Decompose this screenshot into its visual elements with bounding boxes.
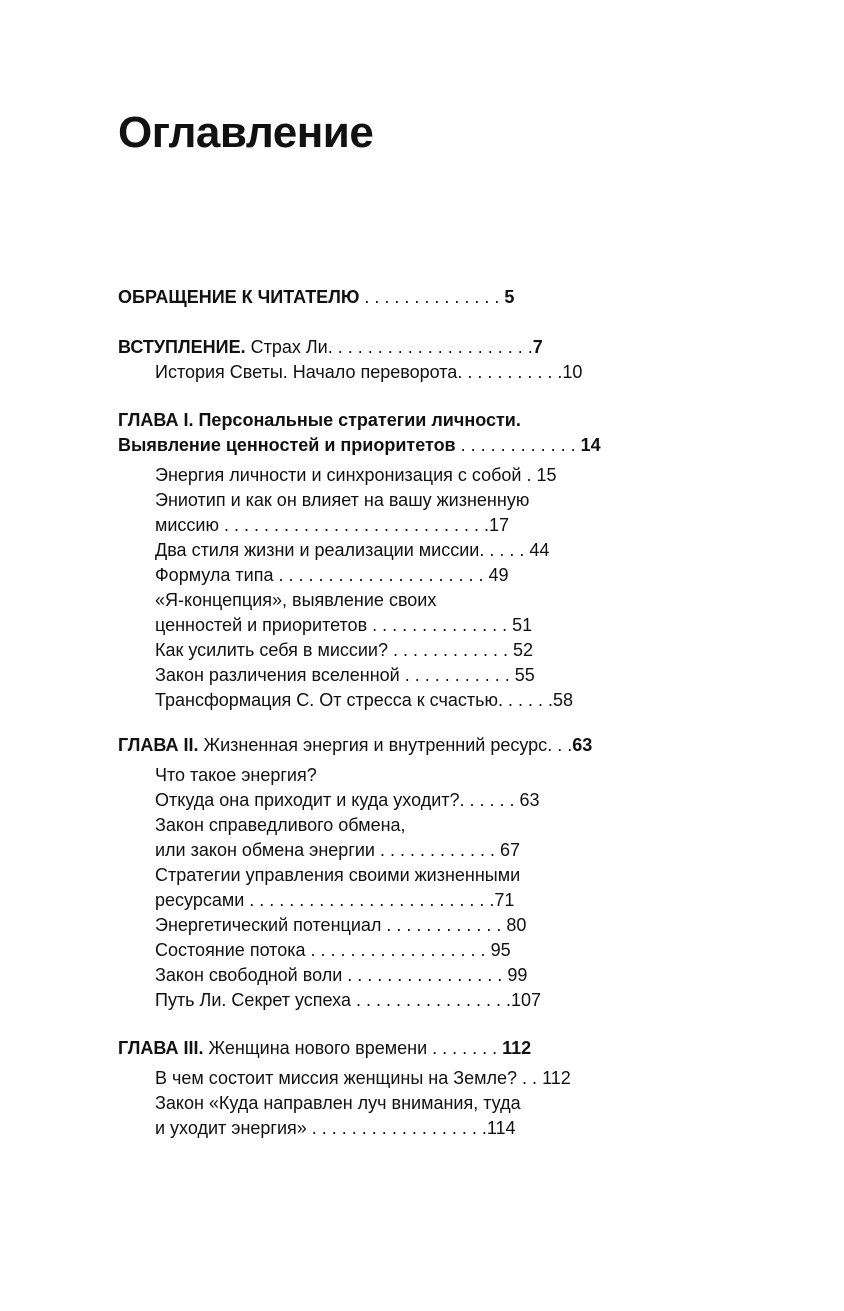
toc-entry-text: Стратегии управления своими жизненными [155, 865, 521, 885]
toc-leader-dots: . . . . . . . . . . . . [455, 435, 581, 455]
toc-page-number: 10 [562, 362, 583, 382]
toc-entry-bold: ГЛАВА III. [118, 1038, 204, 1058]
toc-page-number: 99 [507, 965, 528, 985]
toc-entry-text: миссию [155, 515, 219, 535]
toc-entry-bold: ВСТУПЛЕНИЕ. [118, 337, 246, 357]
toc-entry[interactable] [155, 988, 541, 1012]
toc-entry[interactable] [155, 613, 532, 637]
toc-entry[interactable] [155, 913, 526, 937]
toc-leader-dots: . . . . . . . . . . . . . . . . . . . . . . . . . . . [218, 515, 490, 535]
toc-page-number: 71 [494, 890, 515, 910]
toc-entry[interactable] [155, 538, 549, 562]
toc-entry-text: Откуда она приходит и куда уходит? [155, 790, 460, 810]
toc-entry[interactable] [155, 788, 540, 812]
toc-leader-dots: . . . . . . [459, 790, 520, 810]
toc-page-number: 5 [504, 287, 515, 307]
toc-leader-dots: . . . . . . . . . . . . . . . . . . [305, 940, 491, 960]
toc-page-number: 49 [488, 565, 509, 585]
toc-entry[interactable] [155, 513, 509, 537]
toc-entry-text: ресурсами [155, 890, 245, 910]
toc-entry[interactable] [155, 1091, 521, 1115]
toc-entry-text: В чем состоит миссия женщины на Земле? [155, 1068, 518, 1088]
toc-entry-text: Женщина нового времени [203, 1038, 428, 1058]
toc-leader-dots: . . . . . . . . . . . . . . . . . . . . . [327, 337, 533, 357]
toc-entry-text: Закон «Куда направлен луч внимания, туда [155, 1093, 521, 1113]
toc-leader-dots: . . . . . . . . . . . . . . [359, 287, 505, 307]
toc-leader-dots: . . . . . . . [427, 1038, 503, 1058]
toc-leader-dots: . . . . . . . . . . . . [388, 640, 514, 660]
toc-entry[interactable] [155, 638, 533, 662]
toc-entry[interactable] [155, 563, 509, 587]
toc-entry-appeal[interactable] [118, 285, 514, 309]
toc-entry[interactable] [155, 863, 520, 887]
toc-entry[interactable] [155, 888, 514, 912]
toc-entry-bold: ОБРАЩЕНИЕ К ЧИТАТЕЛЮ [118, 287, 360, 307]
toc-leader-dots: . . . [547, 735, 573, 755]
toc-page-number: 63 [572, 735, 593, 755]
toc-page-number: 80 [506, 915, 527, 935]
toc-entry-text: «Я-концепция», выявление своих [155, 590, 437, 610]
toc-entry-text: ценностей и приоритетов [155, 615, 368, 635]
toc-entry[interactable] [155, 663, 535, 687]
toc-entry-bold: ГЛАВА I. Персональные стратегии личности. [118, 410, 521, 430]
toc-leader-dots: . . . . . . . . . . . . [381, 915, 507, 935]
toc-page-number: 17 [489, 515, 510, 535]
toc-leader-dots: . . . . . [479, 540, 530, 560]
toc-entry[interactable] [155, 1066, 571, 1090]
toc-page-number: 15 [536, 465, 557, 485]
toc-entry-text: Страх Ли [245, 337, 328, 357]
toc-entry-text: Энергия личности и синхронизация с собой [155, 465, 522, 485]
toc-leader-dots: . . . . . . [497, 690, 553, 710]
toc-page-number: 51 [512, 615, 533, 635]
toc-leader-dots: . [521, 465, 537, 485]
toc-page-number: 55 [514, 665, 535, 685]
toc-page-number: 107 [510, 990, 542, 1010]
page-title: Оглавление [118, 108, 374, 157]
toc-page-number: 114 [486, 1118, 516, 1138]
toc-entry-text: Формула типа [155, 565, 274, 585]
toc-entry-text: Трансформация С. От стресса к счастью [155, 690, 498, 710]
toc-entry-text: Состояние потока [155, 940, 306, 960]
toc-entry[interactable] [155, 588, 436, 612]
toc-leader-dots: . . . . . . . . . . . . . . . . [350, 990, 511, 1010]
toc-page-number: 14 [580, 435, 601, 455]
toc-chapter-2[interactable] [118, 733, 592, 757]
toc-page-number: 95 [490, 940, 511, 960]
toc-page-number: 52 [513, 640, 534, 660]
toc-page-number: 112 [542, 1068, 571, 1088]
toc-page-number: 63 [519, 790, 540, 810]
toc-entry-text: История Светы. Начало переворота [155, 362, 458, 382]
toc-entry-text: Закон свободной воли [155, 965, 343, 985]
toc-entry-intro[interactable] [118, 335, 543, 359]
toc-page-number: 7 [532, 337, 543, 357]
toc-entry-text: Путь Ли. Секрет успеха [155, 990, 351, 1010]
toc-entry-text: Что такое энергия? [155, 765, 317, 785]
toc-leader-dots: . . . . . . . . . . . [457, 362, 563, 382]
toc-leader-dots: . . . . . . . . . . . . . . . . . . . . . [273, 565, 489, 585]
toc-leader-dots: . . . . . . . . . . . [399, 665, 515, 685]
toc-leader-dots: . . . . . . . . . . . . . . . . . . [306, 1118, 487, 1138]
toc-entry-text: и уходит энергия» [155, 1118, 307, 1138]
toc-leader-dots: . . [517, 1068, 543, 1088]
toc-entry[interactable] [155, 938, 511, 962]
toc-entry-text: Эниотип и как он влияет на вашу жизненную [155, 490, 530, 510]
toc-chapter-1-line-1[interactable] [118, 408, 521, 432]
toc-page-number: 58 [553, 690, 574, 710]
toc-entry[interactable] [155, 838, 520, 862]
toc-entry-text: Два стиля жизни и реализации миссии [155, 540, 480, 560]
toc-entry[interactable] [155, 688, 573, 712]
toc-page-number: 67 [500, 840, 521, 860]
toc-entry[interactable] [155, 1116, 516, 1140]
toc-chapter-3[interactable] [118, 1036, 531, 1060]
toc-page-number: 44 [529, 540, 550, 560]
toc-entry-text: Как усилить себя в миссии? [155, 640, 388, 660]
toc-entry[interactable] [155, 463, 557, 487]
toc-entry-story-sveta[interactable] [155, 360, 582, 384]
toc-entry-text: или закон обмена энергии [155, 840, 375, 860]
toc-entry-text: Энергетический потенциал [155, 915, 382, 935]
toc-entry-bold: Выявление ценностей и приоритетов [118, 435, 456, 455]
toc-page-number: 112 [502, 1038, 532, 1058]
toc-entry-text: Закон различения вселенной [155, 665, 400, 685]
toc-leader-dots: . . . . . . . . . . . . . . . . [342, 965, 508, 985]
toc-entry-bold: ГЛАВА II. [118, 735, 199, 755]
toc-entry[interactable] [155, 488, 529, 512]
toc-leader-dots: . . . . . . . . . . . . [375, 840, 501, 860]
toc-entry[interactable] [155, 813, 406, 837]
toc-entry[interactable] [155, 963, 527, 987]
toc-leader-dots: . . . . . . . . . . . . . . [367, 615, 513, 635]
toc-leader-dots: . . . . . . . . . . . . . . . . . . . . . . . . . [244, 890, 495, 910]
toc-entry-text: Закон справедливого обмена, [155, 815, 406, 835]
toc-entry[interactable] [155, 763, 317, 787]
toc-entry-text: Жизненная энергия и внутренний ресурс [198, 735, 548, 755]
toc-chapter-1-line-2[interactable] [118, 433, 601, 457]
